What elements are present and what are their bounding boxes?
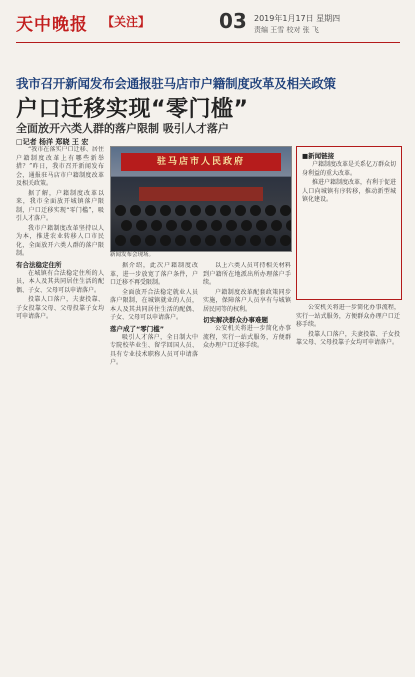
audience-head — [130, 235, 141, 246]
article-column-2 — [110, 262, 198, 666]
audience-head — [145, 235, 156, 246]
paragraph: 公安机关将进一步简化办事流程，实行一站式服务，方便群众办理户口迁移手续。 — [203, 325, 291, 349]
news-photo — [110, 146, 292, 252]
paragraph: “我市在落实户口迁移、居住户籍制度改革上有哪些新举措？”昨日，我市召开新闻发布会，通报驻马店市户籍制度改革及相关政策。 — [16, 146, 104, 187]
section-subtitle: 落户成了“零门槛” — [110, 324, 165, 333]
paragraph: 据了解，户籍制度改革以来，我市全面放开城镇落户限制，户口迁移实现“零门槛”，吸引人才落户。 — [16, 189, 104, 222]
audience-head — [235, 235, 246, 246]
section-label: 【关注】 — [102, 15, 151, 29]
audience-head — [205, 205, 216, 216]
audience-head — [235, 205, 246, 216]
article-subhead: 全面放开六类人群的落户限制 吸引人才落户 — [16, 122, 229, 135]
audience-head — [160, 235, 171, 246]
article-column-1 — [16, 146, 104, 666]
photo-banner: 驻马店市人民政府 — [121, 153, 281, 171]
audience-head — [241, 220, 252, 231]
paragraph: 吸引人才落户，全日制大中专院校毕业生、留学回国人员、具有专业技术职称人员可申请落户。 — [110, 333, 198, 366]
paragraph: 投靠人口落户，夫妻投靠、子女投靠父母、父母投靠子女均可申请落户。 — [296, 330, 400, 346]
newspaper-logo: 天中晚报 — [16, 15, 88, 35]
audience-head — [250, 235, 261, 246]
audience-head — [190, 235, 201, 246]
article-headline: 户口迁移实现“零门槛” — [16, 97, 249, 122]
sidebar-subtitle: ■新闻链接 — [302, 152, 335, 160]
audience-head — [271, 220, 282, 231]
issue-date: 2019年1月17日 星期四 — [254, 14, 341, 23]
audience-head — [265, 235, 276, 246]
audience-head — [211, 220, 222, 231]
paragraph: 以上六类人员可持相关材料到户籍所在地派出所办理落户手续。 — [203, 262, 291, 286]
page-number: 03 — [219, 9, 247, 33]
paragraph: 据介绍，此次户籍制度改革，进一步放宽了落户条件，户口迁移不再受限制。 — [110, 262, 198, 286]
audience-head — [166, 220, 177, 231]
paragraph: 户籍制度改革是关系亿万群众切身利益的重大改革。 — [302, 161, 397, 177]
section-subtitle: 有合法稳定住所 — [16, 260, 62, 269]
audience-group — [111, 203, 291, 251]
article-column-4 — [296, 304, 400, 666]
audience-head — [175, 205, 186, 216]
podium-shape — [139, 187, 263, 201]
audience-head — [256, 220, 267, 231]
paragraph: 我市户籍制度改革坚持以人为本，推进农业转移人口市民化，全面放开六类人群的落户限制。 — [16, 224, 104, 257]
audience-head — [160, 205, 171, 216]
article-byline: □记者 杨洋 郑晓 王 宏 — [16, 138, 89, 146]
audience-head — [226, 220, 237, 231]
section-subtitle: 切实解决群众办事难题 — [203, 316, 268, 324]
audience-head — [151, 220, 162, 231]
audience-head — [280, 205, 291, 216]
audience-head — [190, 205, 201, 216]
editor-credits: 责编 王雪 校对 张 飞 — [254, 26, 319, 34]
audience-head — [205, 235, 216, 246]
masthead — [16, 8, 400, 43]
audience-head — [250, 205, 261, 216]
audience-head — [130, 205, 141, 216]
audience-head — [196, 220, 207, 231]
audience-head — [220, 235, 231, 246]
audience-head — [286, 220, 292, 231]
paragraph: 投靠人口落户，夫妻投靠、子女投靠父母、父母投靠子女均可申请落户。 — [16, 296, 104, 320]
audience-head — [175, 235, 186, 246]
sidebar-text — [297, 147, 401, 210]
paragraph: 全面放开合法稳定就业人员落户限制，在城镇就业的人员，本人及其共同居住生活的配偶、子女、父母可以申请落户。 — [110, 288, 198, 321]
audience-head — [181, 220, 192, 231]
paragraph: 在城镇有合法稳定住所的人员，本人及其共同居住生活的配偶、子女、父母可以申请落户。 — [16, 269, 104, 294]
audience-head — [121, 220, 132, 231]
audience-head — [136, 220, 147, 231]
photo-caption: 新闻发布会现场。 — [110, 252, 155, 258]
audience-head — [280, 235, 291, 246]
sidebar-box — [296, 146, 402, 300]
paragraph: 推进户籍制度改革，有利于促进人口向城镇有序转移，推动新型城镇化建设。 — [302, 179, 397, 203]
audience-head — [265, 205, 276, 216]
paragraph: 公安机关将进一步简化办事流程，实行一站式服务，方便群众办理户口迁移手续。 — [296, 304, 400, 328]
article-column-3 — [203, 262, 291, 666]
audience-head — [115, 205, 126, 216]
audience-head — [145, 205, 156, 216]
audience-head — [115, 235, 126, 246]
article-kicker: 我市召开新闻发布会通报驻马店市户籍制度改革及相关政策 — [16, 76, 336, 91]
audience-head — [220, 205, 231, 216]
paragraph: 户籍制度改革配套政策同步实施，保障落户人员享有与城镇居民同等的权利。 — [203, 288, 291, 313]
